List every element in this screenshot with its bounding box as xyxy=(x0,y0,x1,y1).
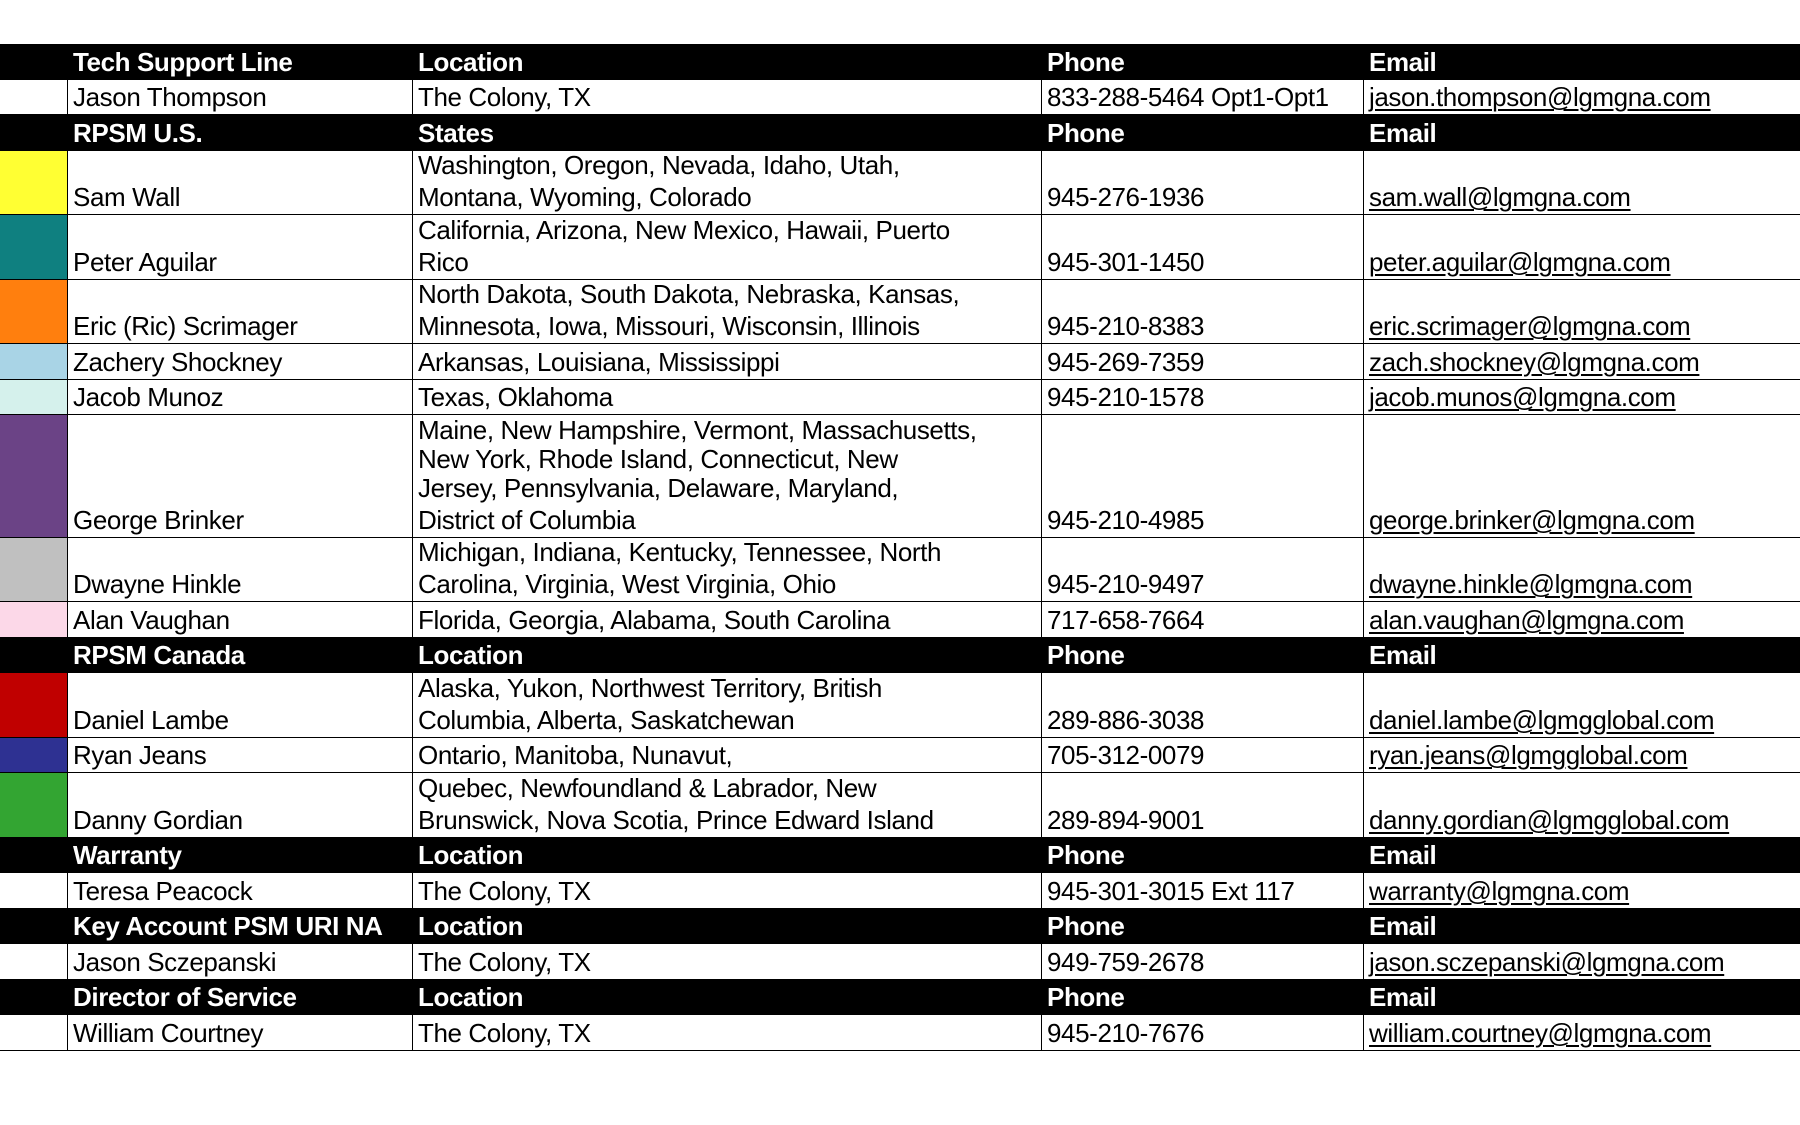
table-row xyxy=(0,602,1800,638)
header-swatch-spacer xyxy=(0,115,68,151)
table-row xyxy=(0,344,1800,380)
location-line: Montana, Wyoming, Colorado xyxy=(418,182,752,212)
contact-phone: 945-210-9497 xyxy=(1042,538,1364,602)
contact-phone: 949-759-2678 xyxy=(1042,944,1364,979)
contact-phone: 289-894-9001 xyxy=(1042,773,1364,837)
location-line: New York, Rhode Island, Connecticut, New xyxy=(418,443,898,474)
contact-email-cell xyxy=(1364,80,1800,115)
contact-name: Daniel Lambe xyxy=(68,673,413,737)
location-line: Florida, Georgia, Alabama, South Carolina xyxy=(418,604,891,635)
section-title: Tech Support Line xyxy=(73,46,293,77)
contact-name: Dwayne Hinkle xyxy=(68,538,413,602)
contact-location xyxy=(413,673,1042,737)
location-line: North Dakota, South Dakota, Nebraska, Kansas, xyxy=(418,279,960,309)
section-title: RPSM U.S. xyxy=(73,117,203,148)
contact-location xyxy=(413,773,1042,837)
location-line: The Colony, TX xyxy=(418,875,591,906)
contact-phone: 945-276-1936 xyxy=(1042,151,1364,215)
contact-email-link[interactable]: jason.thompson@lgmgna.com xyxy=(1369,82,1711,112)
contact-location xyxy=(413,944,1042,979)
contact-email-link[interactable]: jacob.munos@lgmgna.com xyxy=(1369,382,1676,412)
contact-email-link[interactable]: alan.vaughan@lgmgna.com xyxy=(1369,604,1684,635)
header-swatch-spacer xyxy=(0,980,68,1016)
contact-location xyxy=(413,602,1042,637)
header-swatch-spacer xyxy=(0,909,68,945)
column-header-email: Email xyxy=(1369,840,1437,871)
contact-location xyxy=(413,538,1042,602)
table-row xyxy=(0,380,1800,416)
contact-email-cell xyxy=(1364,944,1800,979)
table-row xyxy=(0,80,1800,116)
section-title: Warranty xyxy=(73,840,182,871)
contact-location xyxy=(413,151,1042,215)
contact-email-cell xyxy=(1364,380,1800,415)
contact-name: Danny Gordian xyxy=(68,773,413,837)
table-row xyxy=(0,738,1800,774)
column-header-phone: Phone xyxy=(1047,46,1125,77)
column-header-location: Location xyxy=(418,640,524,671)
contact-name: Jason Thompson xyxy=(68,80,413,115)
region-color-swatch xyxy=(0,280,68,344)
region-color-swatch xyxy=(0,773,68,837)
column-header-phone: Phone xyxy=(1047,640,1125,671)
location-line: Jersey, Pennsylvania, Delaware, Maryland, xyxy=(418,472,899,503)
column-header-email: Email xyxy=(1369,911,1437,942)
contact-email-cell xyxy=(1364,151,1800,215)
section-title: RPSM Canada xyxy=(73,640,245,671)
table-row xyxy=(0,873,1800,909)
contact-phone: 717-658-7664 xyxy=(1042,602,1364,637)
column-header-location: Location xyxy=(418,911,524,942)
contact-email-link[interactable]: zach.shockney@lgmgna.com xyxy=(1369,346,1700,377)
contact-phone: 705-312-0079 xyxy=(1042,738,1364,773)
contact-phone: 945-210-7676 xyxy=(1042,1015,1364,1050)
column-header-email: Email xyxy=(1369,46,1437,77)
location-line: Michigan, Indiana, Kentucky, Tennessee, North xyxy=(418,537,942,567)
contact-name: William Courtney xyxy=(68,1015,413,1050)
location-line: Washington, Oregon, Nevada, Idaho, Utah, xyxy=(418,150,900,180)
contact-email-cell xyxy=(1364,873,1800,908)
contact-directory-table xyxy=(0,44,1800,1051)
section-4 xyxy=(0,909,1800,980)
region-color-swatch xyxy=(0,873,68,908)
location-line: The Colony, TX xyxy=(418,82,591,112)
contact-location xyxy=(413,215,1042,279)
column-header-location: States xyxy=(418,117,494,148)
contact-name: Ryan Jeans xyxy=(68,738,413,773)
location-line: Rico xyxy=(418,246,469,277)
location-line: California, Arizona, New Mexico, Hawaii, Puerto xyxy=(418,215,950,245)
section-header-row xyxy=(0,44,1800,80)
section-header-row xyxy=(0,638,1800,674)
region-color-swatch xyxy=(0,415,68,537)
contact-email-cell xyxy=(1364,538,1800,602)
contact-email-link[interactable]: danny.gordian@lgmgglobal.com xyxy=(1369,804,1730,835)
contact-name: Zachery Shockney xyxy=(68,344,413,379)
section-header-row xyxy=(0,980,1800,1016)
section-title: Key Account PSM URI NA xyxy=(73,911,383,942)
section-header-row xyxy=(0,115,1800,151)
contact-location xyxy=(413,415,1042,537)
contact-email-link[interactable]: jason.sczepanski@lgmgna.com xyxy=(1369,946,1725,977)
location-line: Alaska, Yukon, Northwest Territory, British xyxy=(418,673,882,703)
contact-phone: 833-288-5464 Opt1-Opt1 xyxy=(1042,80,1364,115)
column-header-location: Location xyxy=(418,46,524,77)
region-color-swatch xyxy=(0,344,68,379)
location-line: Brunswick, Nova Scotia, Prince Edward Island xyxy=(418,804,934,835)
table-row xyxy=(0,151,1800,216)
location-line: District of Columbia xyxy=(418,504,636,535)
region-color-swatch xyxy=(0,538,68,602)
contact-phone: 289-886-3038 xyxy=(1042,673,1364,737)
contact-email-cell xyxy=(1364,415,1800,537)
region-color-swatch xyxy=(0,673,68,737)
contact-email-cell xyxy=(1364,773,1800,837)
location-line: Maine, New Hampshire, Vermont, Massachusetts, xyxy=(418,415,977,445)
region-color-swatch xyxy=(0,944,68,979)
contact-email-link[interactable]: ryan.jeans@lgmgglobal.com xyxy=(1369,740,1688,770)
column-header-phone: Phone xyxy=(1047,840,1125,871)
region-color-swatch xyxy=(0,215,68,279)
contact-email-cell xyxy=(1364,280,1800,344)
contact-name: George Brinker xyxy=(68,415,413,537)
contact-phone: 945-210-4985 xyxy=(1042,415,1364,537)
column-header-phone: Phone xyxy=(1047,117,1125,148)
contact-phone: 945-269-7359 xyxy=(1042,344,1364,379)
location-line: The Colony, TX xyxy=(418,946,591,977)
header-swatch-spacer xyxy=(0,638,68,674)
section-1 xyxy=(0,115,1800,638)
section-5 xyxy=(0,980,1800,1051)
contact-location xyxy=(413,873,1042,908)
contact-name: Teresa Peacock xyxy=(68,873,413,908)
contact-email-link[interactable]: eric.scrimager@lgmgna.com xyxy=(1369,311,1691,341)
region-color-swatch xyxy=(0,602,68,637)
section-header-row xyxy=(0,838,1800,874)
contact-email-link[interactable]: sam.wall@lgmgna.com xyxy=(1369,182,1631,212)
contact-email-cell xyxy=(1364,738,1800,773)
contact-phone: 945-301-1450 xyxy=(1042,215,1364,279)
contact-email-link[interactable]: william.courtney@lgmgna.com xyxy=(1369,1017,1712,1048)
location-line: Quebec, Newfoundland & Labrador, New xyxy=(418,773,877,803)
contact-location xyxy=(413,80,1042,115)
table-row xyxy=(0,773,1800,838)
table-row xyxy=(0,280,1800,345)
table-row xyxy=(0,1015,1800,1051)
contact-email-link[interactable]: warranty@lgmgna.com xyxy=(1369,875,1630,906)
contact-email-cell xyxy=(1364,1015,1800,1050)
contact-email-cell xyxy=(1364,602,1800,637)
region-color-swatch xyxy=(0,80,68,115)
contact-email-cell xyxy=(1364,344,1800,379)
contact-location xyxy=(413,738,1042,773)
column-header-location: Location xyxy=(418,840,524,871)
contact-name: Alan Vaughan xyxy=(68,602,413,637)
section-header-row xyxy=(0,909,1800,945)
location-line: Texas, Oklahoma xyxy=(418,382,613,412)
column-header-email: Email xyxy=(1369,117,1437,148)
location-line: The Colony, TX xyxy=(418,1017,591,1048)
contact-phone: 945-210-1578 xyxy=(1042,380,1364,415)
table-row xyxy=(0,538,1800,603)
column-header-email: Email xyxy=(1369,640,1437,671)
region-color-swatch xyxy=(0,738,68,773)
column-header-email: Email xyxy=(1369,982,1437,1013)
header-swatch-spacer xyxy=(0,838,68,874)
column-header-phone: Phone xyxy=(1047,911,1125,942)
contact-location xyxy=(413,344,1042,379)
location-line: Columbia, Alberta, Saskatchewan xyxy=(418,704,795,735)
contact-email-link[interactable]: daniel.lambe@lgmgglobal.com xyxy=(1369,704,1715,735)
table-row xyxy=(0,944,1800,980)
contact-name: Peter Aguilar xyxy=(68,215,413,279)
contact-email-cell xyxy=(1364,215,1800,279)
location-line: Ontario, Manitoba, Nunavut, xyxy=(418,740,733,770)
location-line: Arkansas, Louisiana, Mississippi xyxy=(418,346,780,377)
contact-phone: 945-301-3015 Ext 117 xyxy=(1042,873,1364,908)
contact-name: Jason Sczepanski xyxy=(68,944,413,979)
section-title: Director of Service xyxy=(73,982,297,1013)
header-swatch-spacer xyxy=(0,44,68,80)
region-color-swatch xyxy=(0,1015,68,1050)
location-line: Minnesota, Iowa, Missouri, Wisconsin, Illinois xyxy=(418,311,920,341)
contact-email-cell xyxy=(1364,673,1800,737)
location-line: Carolina, Virginia, West Virginia, Ohio xyxy=(418,569,836,599)
section-3 xyxy=(0,838,1800,909)
table-row xyxy=(0,415,1800,538)
contact-location xyxy=(413,380,1042,415)
contact-location xyxy=(413,280,1042,344)
contact-name: Jacob Munoz xyxy=(68,380,413,415)
contact-phone: 945-210-8383 xyxy=(1042,280,1364,344)
region-color-swatch xyxy=(0,380,68,415)
contact-name: Eric (Ric) Scrimager xyxy=(68,280,413,344)
table-row xyxy=(0,673,1800,738)
section-2 xyxy=(0,638,1800,838)
region-color-swatch xyxy=(0,151,68,215)
contact-email-link[interactable]: dwayne.hinkle@lgmgna.com xyxy=(1369,569,1693,599)
contact-email-link[interactable]: peter.aguilar@lgmgna.com xyxy=(1369,246,1671,277)
contact-email-link[interactable]: george.brinker@lgmgna.com xyxy=(1369,504,1695,535)
column-header-phone: Phone xyxy=(1047,982,1125,1013)
table-row xyxy=(0,215,1800,280)
column-header-location: Location xyxy=(418,982,524,1013)
contact-name: Sam Wall xyxy=(68,151,413,215)
section-0 xyxy=(0,44,1800,115)
contact-location xyxy=(413,1015,1042,1050)
